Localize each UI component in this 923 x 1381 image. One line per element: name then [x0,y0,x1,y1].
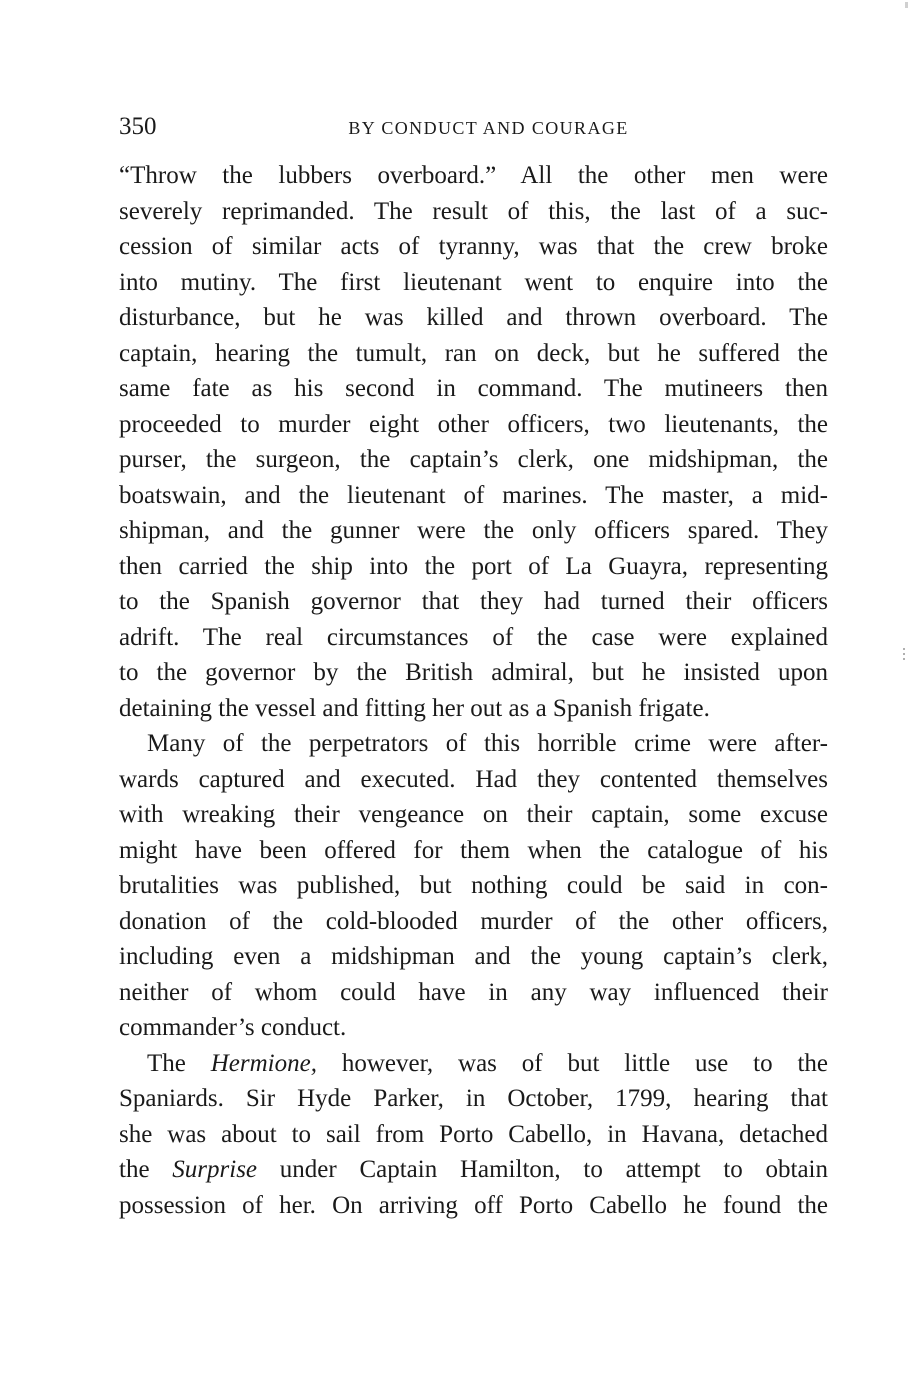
text-line: possession of her. On arriving off Porto Cabello he found the [119,1191,828,1219]
text-line: with wreaking their vengeance on their captain, some excuse [119,801,828,828]
text-fragment: The [147,1049,211,1077]
text-line-first [119,1046,828,1082]
text-line: shipman, and the gunner were the only officers spared. They [119,517,828,544]
text-line: “Throw the lubbers overboard.” All the other men were [119,162,828,189]
text-fragment: the [119,1156,173,1183]
scan-speck [903,648,907,664]
text-fragment: under Captain Hamilton, to attempt to obtain [257,1156,828,1183]
body-text [119,158,828,1223]
scan-speck [905,2,908,8]
text-line: to the governor by the British admiral, but he insisted upon [119,659,828,686]
text-line: to the Spanish governor that they had turned their officers [119,588,828,615]
text-fragment: however, was of but little use to the [316,1049,828,1077]
text-line: into mutiny. The first lieutenant went to enquire into the [119,268,828,296]
text-line: wards captured and executed. Had they contented themselves [119,765,828,793]
text-line-first [119,726,828,762]
text-line: then carried the ship into the port of La Guayra, representing [119,552,828,580]
ship-name-hermione: Hermione, [210,1049,317,1077]
text-line: she was about to sail from Porto Cabello, in Havana, detached [119,1120,828,1148]
text-line: Spaniards. Sir Hyde Parker, in October, 1799, hearing that [119,1085,828,1112]
page-number: 350 [119,113,157,140]
text-line: adrift. The real circumstances of the case were explained [119,623,828,651]
text-line: brutalities was published, but nothing could be said in con- [119,872,828,899]
text-line: neither of whom could have in any way influenced their [119,978,828,1006]
text-line: might have been offered for them when the catalogue of his [119,836,828,864]
text-line: severely reprimanded. The result of this, the last of a suc- [119,197,828,225]
text-line: same fate as his second in command. The mutineers then [119,375,828,402]
text-line-content: Many of the perpetrators of this horrible crime were after- [147,730,828,757]
text-line: donation of the cold-blooded murder of the other officers, [119,907,828,935]
text-line: proceeded to murder eight other officers, two lieutenants, the [119,410,828,438]
running-title: BY CONDUCT AND COURAGE [348,118,629,138]
ship-name-surprise: Surprise [172,1156,258,1183]
text-line: cession of similar acts of tyranny, was that the crew broke [119,233,828,260]
text-line: commander’s conduct. [119,1014,347,1041]
text-line: detaining the vessel and fitting her out as a Spanish frigate. [119,694,710,722]
text-line: disturbance, but he was killed and thrown overboard. The [119,304,828,331]
text-line [119,1152,828,1188]
text-line: purser, the surgeon, the captain’s clerk, one midshipman, the [119,446,828,473]
text-line: captain, hearing the tumult, ran on deck, but he suffered the [119,339,828,367]
running-head [119,112,828,142]
text-line: including even a midshipman and the young captain’s clerk, [119,943,828,970]
text-line: boatswain, and the lieutenant of marines. The master, a mid- [119,481,828,509]
